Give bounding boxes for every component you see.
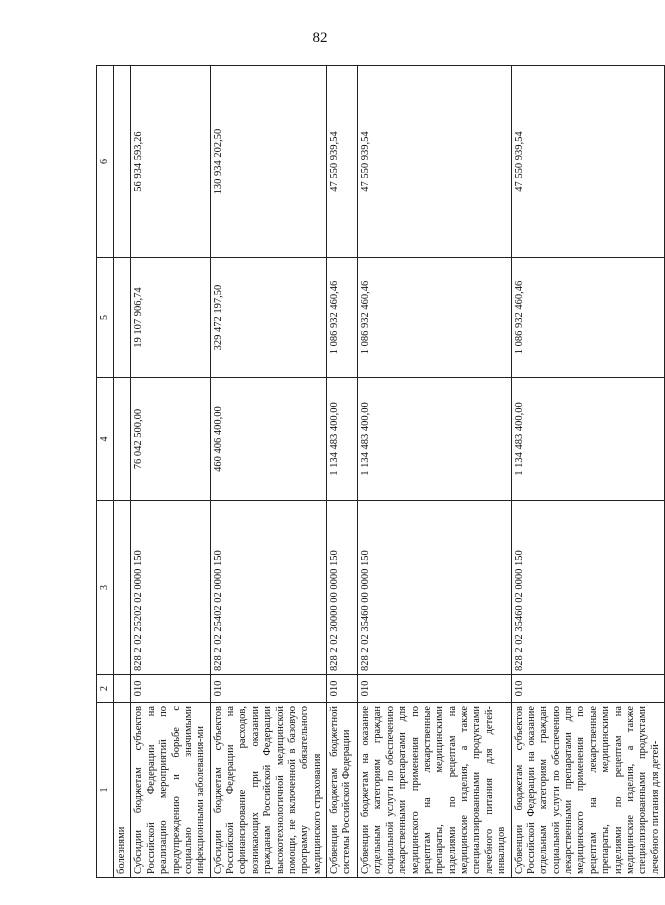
table-row [131,66,210,878]
row-value-4: 1 134 483 400,00 [327,378,358,501]
row-value-4: 1 134 483 400,00 [358,378,512,501]
header-col-4: 4 [97,378,114,501]
row-value-5: 1 086 932 460,46 [327,258,358,378]
row-kbk: 828 2 02 25202 02 0000 150 [131,501,210,675]
row-kbk: 828 2 02 30000 00 0000 150 [327,501,358,675]
row-value-5: 19 107 906,74 [131,258,210,378]
header-col-2: 2 [97,675,114,703]
row-value-6: 47 550 939,54 [358,66,512,258]
row-kbk: 828 2 02 35460 02 0000 150 [511,501,665,675]
row-value-6: 130 934 202,50 [210,66,326,258]
row-code: 010 [131,675,210,703]
row-value-4: 460 406 400,00 [210,378,326,501]
row-kbk: 828 2 02 35460 00 0000 150 [358,501,512,675]
row-value-6 [114,66,131,258]
row-code [114,675,131,703]
row-code: 010 [210,675,326,703]
row-value-4 [114,378,131,501]
header-col-3: 3 [97,501,114,675]
header-col-1: 1 [97,703,114,878]
row-value-4: 1 134 483 400,00 [511,378,665,501]
row-value-6: 56 934 593,26 [131,66,210,258]
row-value-4: 76 042 500,00 [131,378,210,501]
row-code: 010 [327,675,358,703]
row-value-5 [114,258,131,378]
table-row [358,66,512,878]
row-code: 010 [358,675,512,703]
table-row [327,66,358,878]
row-kbk: 828 2 02 25402 02 0000 150 [210,501,326,675]
budget-table [96,65,665,878]
row-value-5: 1 086 932 460,46 [358,258,512,378]
row-name: Субвенции бюджетам на оказание отдельным категориям граждан социальной услуги по обеспечению лекарственными препаратами для медицинского применения по рецептам на лекарственные препараты, медицинскими изделиями по рецептам на медицинские изделия, а также специализированными продуктами лечебного питания для детей-инвалидов [358,703,512,878]
row-name: болезнями [114,703,131,878]
row-name: Субвенции бюджетам бюджетной системы Российской Федерации [327,703,358,878]
row-code: 010 [511,675,665,703]
header-col-6: 6 [97,66,114,258]
row-kbk [114,501,131,675]
row-value-5: 1 086 932 460,46 [511,258,665,378]
page-number: 82 [312,30,328,46]
table-header-row [97,66,114,878]
row-value-6: 47 550 939,54 [511,66,665,258]
table-row [114,66,131,878]
table-row [511,66,665,878]
row-name: Субвенции бюджетам субъектов Российской Федерации на оказание отдельным категориям граждан социальной услуги по обеспечению лекарственными препаратами для медицинского применения по рецептам на лекарственные препараты, медицинскими изделиями по рецептам на медицинские изделия, а также специализированными продуктами лечебного питания для детей- [511,703,665,878]
row-name: Субсидии бюджетам субъектов Российской Федерации на софинансирование расходов, возникающих при оказании гражданам Российской Федерации высокотехнологичной медицинской помощи, не включенной в базовую программу обязательного медицинского страхования [210,703,326,878]
header-col-5: 5 [97,258,114,378]
table-row [210,66,326,878]
row-value-5: 329 472 197,50 [210,258,326,378]
row-value-6: 47 550 939,54 [327,66,358,258]
rotated-table-container [96,66,661,878]
row-name: Субсидии бюджетам субъектов Российской Федерации на реализацию мероприятий по предупреждению и борьбе с социально значимыми инфекционными заболевания-ми [131,703,210,878]
